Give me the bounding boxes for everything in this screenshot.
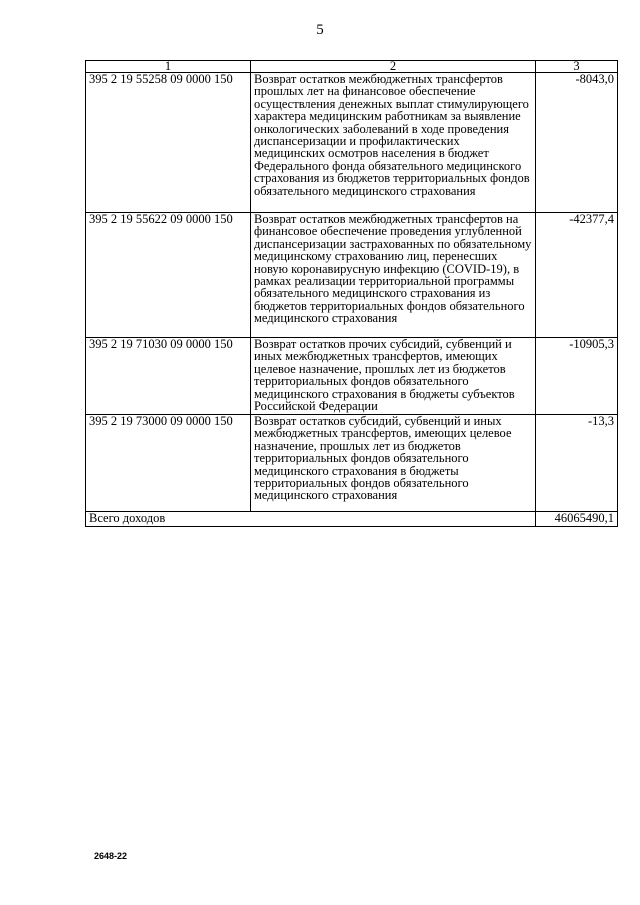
total-label: Всего доходов [86,512,536,527]
page-number: 5 [316,22,324,38]
revenue-table [85,60,618,527]
table-row [86,415,618,512]
revenue-description: Возврат остатков межбюджетных трансфертов прошлых лет на финансовое обеспечение осуществления денежных выплат стимулирующего характера медицинским работникам за выявление онкологических заболеваний в ходе проведения диспансеризации и профилактических медицинских осмотров населения в бюджет Федерального фонда обязательного медицинского страхования из бюджетов территориальных фондов обязательного медицинского страхования [251,73,536,213]
table-row [86,338,618,415]
revenue-amount: -13,3 [536,415,618,512]
column-header-1: 1 [86,61,251,73]
budget-code: 395 2 19 55622 09 0000 150 [86,213,251,338]
total-amount: 46065490,1 [536,512,618,527]
document-number: 2648-22 [94,851,128,861]
column-header-2: 2 [251,61,536,73]
column-header-3: 3 [536,61,618,73]
revenue-description: Возврат остатков прочих субсидий, субвенций и иных межбюджетных трансфертов, имеющих целевое назначение, прошлых лет из бюджетов территориальных фондов обязательного медицинского страхования в бюджеты субъектов Российской Федерации [251,338,536,415]
total-row [86,512,618,527]
revenue-amount: -8043,0 [536,73,618,213]
revenue-amount: -42377,4 [536,213,618,338]
revenue-description: Возврат остатков межбюджетных трансфертов на финансовое обеспечение проведения углубленной диспансеризации застрахованных по обязательному медицинскому страхованию лиц, перенесших новую коронавирусную инфекцию (COVID-19), в рамках реализации территориальной программы обязательного медицинского страхования из бюджетов территориальных фондов обязательного медицинского страхования [251,213,536,338]
table-row [86,73,618,213]
table-row [86,213,618,338]
budget-code: 395 2 19 55258 09 0000 150 [86,73,251,213]
revenue-description: Возврат остатков субсидий, субвенций и иных межбюджетных трансфертов, имеющих целевое назначение, прошлых лет из бюджетов территориальных фондов обязательного медицинского страхования в бюджеты территориальных фондов обязательного медицинского страхования [251,415,536,512]
table-header-row [86,61,618,73]
revenue-amount: -10905,3 [536,338,618,415]
budget-code: 395 2 19 71030 09 0000 150 [86,338,251,415]
budget-code: 395 2 19 73000 09 0000 150 [86,415,251,512]
